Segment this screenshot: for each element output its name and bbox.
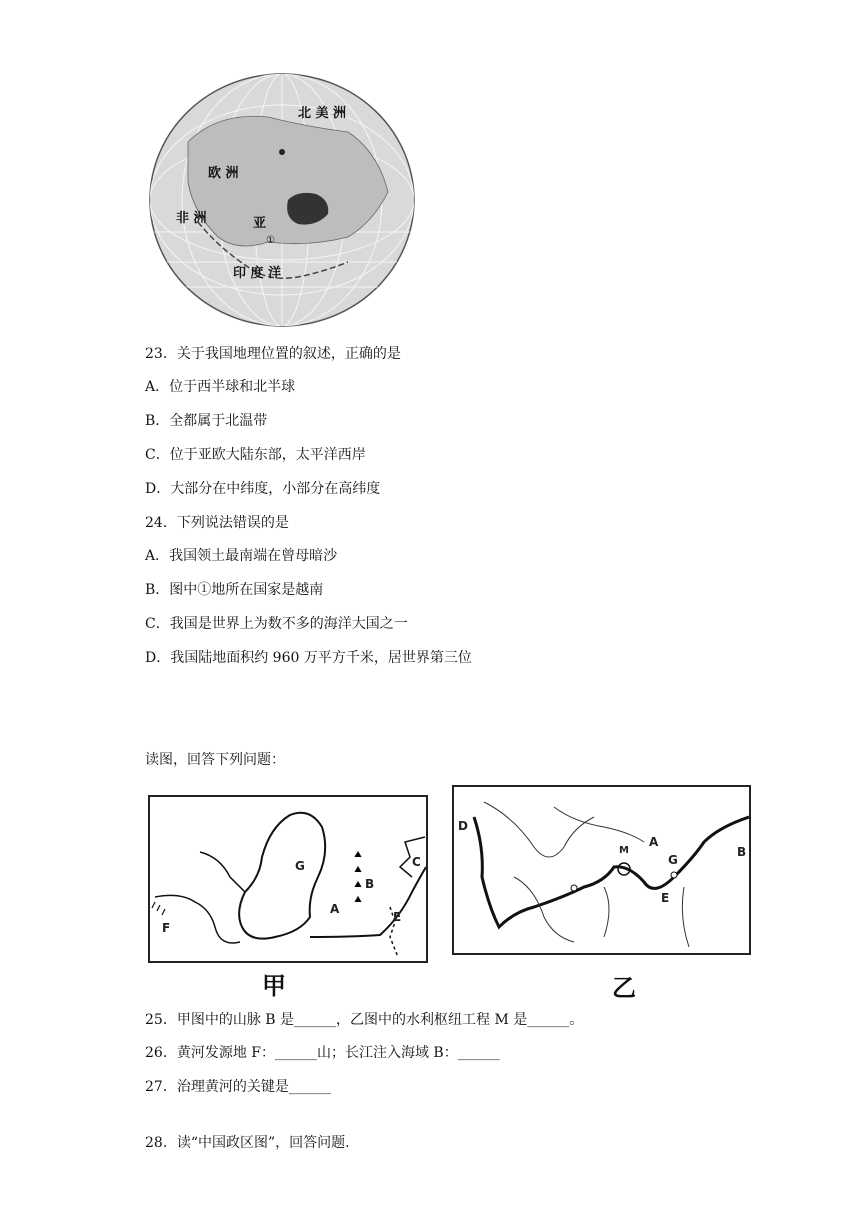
map-jia-label-c: C bbox=[412, 855, 421, 869]
map-jia-label-b: B bbox=[365, 877, 375, 891]
globe-map-figure bbox=[148, 72, 416, 327]
map-yi-drawing bbox=[454, 787, 749, 953]
question-23-option-d: D．大部分在中纬度，小部分在高纬度 bbox=[145, 481, 381, 497]
map-yi-label-d: D bbox=[458, 819, 468, 833]
map-yi-label-g: G bbox=[668, 853, 678, 867]
question-24-option-d: D．我国陆地面积约 960 万平方千米，居世界第三位 bbox=[145, 650, 472, 666]
question-23-option-c: C．位于亚欧大陆东部，太平洋西岸 bbox=[145, 447, 366, 463]
map-yi bbox=[452, 785, 751, 955]
map-yi-caption: 乙 bbox=[612, 974, 636, 1002]
question-23-stem: 23．关于我国地理位置的叙述，正确的是 bbox=[145, 346, 401, 362]
question-23-option-a: A．位于西半球和北半球 bbox=[145, 379, 296, 395]
question-24-option-c: C．我国是世界上为数不多的海洋大国之一 bbox=[145, 616, 408, 632]
map-jia-caption: 甲 bbox=[262, 972, 286, 1000]
map-jia-label-a: A bbox=[330, 902, 340, 916]
question-24-stem: 24．下列说法错误的是 bbox=[145, 515, 289, 531]
map-jia bbox=[148, 795, 428, 963]
question-27: 27．治理黄河的关键是______ bbox=[145, 1079, 331, 1095]
read-prompt: 读图，回答下列问题： bbox=[145, 752, 285, 768]
question-23-option-b: B．全都属于北温带 bbox=[145, 413, 268, 429]
map-yi-label-e: E bbox=[661, 891, 670, 905]
map-jia-label-e: E bbox=[393, 910, 402, 924]
map-jia-label-g: G bbox=[295, 859, 305, 873]
label-africa: 非 洲 bbox=[176, 211, 207, 226]
map-jia-drawing bbox=[150, 797, 426, 961]
map-jia-label-f: F bbox=[162, 921, 171, 935]
map-yi-label-a: A bbox=[649, 835, 659, 849]
question-28: 28．读“中国政区图”，回答问题. bbox=[145, 1135, 350, 1151]
label-asia: 亚 bbox=[253, 216, 267, 231]
question-24-option-b: B．图中①地所在国家是越南 bbox=[145, 582, 324, 598]
question-25: 25．甲图中的山脉 B 是______，乙图中的水利枢纽工程 M 是______。 bbox=[145, 1012, 584, 1028]
label-marker-1: ① bbox=[266, 235, 275, 246]
label-north-america: 北 美 洲 bbox=[298, 106, 347, 121]
map-yi-label-m: M bbox=[619, 845, 629, 856]
label-indian-ocean: 印 度 洋 bbox=[233, 266, 282, 281]
question-26: 26．黄河发源地 F：______山；长江注入海域 B：______ bbox=[145, 1045, 500, 1061]
map-yi-label-b: B bbox=[737, 845, 747, 859]
label-europe: 欧 洲 bbox=[208, 166, 239, 181]
question-24-option-a: A．我国领土最南端在曾母暗沙 bbox=[145, 548, 338, 564]
